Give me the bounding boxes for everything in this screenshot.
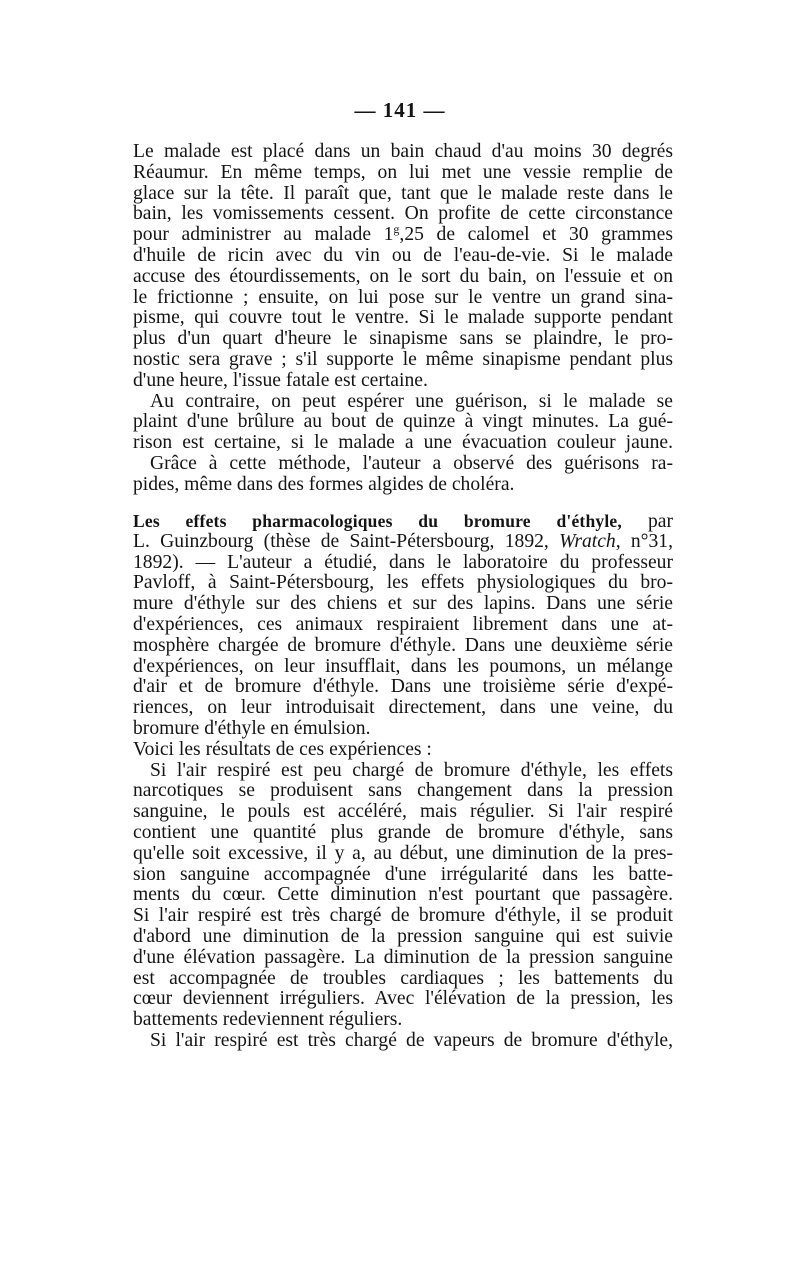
text-line: ments du cœur. Cette diminution n'est pourtant que passagère. [133,884,673,906]
section-heading-line [133,511,673,532]
text-line: nostic sera grave ; s'il supporte le même sinapisme pendant plus [133,348,673,370]
text-line: Si l'air respiré est très chargé de bromure d'éthyle, il se produit [133,905,673,927]
journal-name: Wratch [559,530,616,552]
text-line: pisme, qui couvre tout le ventre. Si le malade supporte pendant [133,307,673,329]
text-line: Grâce à cette méthode, l'auteur a observé des guérisons ra- [150,452,673,474]
text-line: d'huile de ricin avec du vin ou de l'eau-de-vie. Si le malade [133,244,673,266]
text-line: Pavloff, à Saint-Pétersbourg, les effets physiologiques du bro- [133,572,673,594]
text-fragment: L. Guinzbourg (thèse de Saint-Pétersbourg, 1892, [133,530,560,552]
text-line: bromure d'éthyle en émulsion. [133,717,371,739]
text-line: d'une élévation passagère. La diminution de la pression sanguine [133,946,673,968]
bromure-ethyle-section [133,511,673,1052]
text-line: sanguine, le pouls est accéléré, mais régulier. Si l'air respiré [133,801,673,823]
text-line: 1892). — L'auteur a étudié, dans le laboratoire du professeur [133,551,673,573]
text-fragment: , n°31, [615,530,674,552]
text-line: Au contraire, on peut espérer une guérison, si le malade se [150,390,673,412]
text-line: qu'elle soit excessive, il y a, au début, une diminution de la pres- [133,842,673,864]
text-line: d'abord une diminution de la pression sanguine qui est suivie [133,925,673,947]
text-fragment: par [621,511,673,532]
text-line [133,222,673,246]
text-line: Si l'air respiré est peu chargé de bromure d'éthyle, les effets [150,759,673,781]
text-line: glace sur la tête. Il paraît que, tant que le malade reste dans le [133,182,673,204]
text-line: bain, les vomissements cessent. On profite de cette circonstance [133,203,673,225]
text-fragment: ,25 de calomel et 30 grammes [399,224,673,246]
text-line: accuse des étourdissements, on le sort du bain, on l'essuie et on [133,265,673,287]
text-line: pides, même dans des formes algides de choléra. [133,473,515,495]
text-line: plus d'un quart d'heure le sinapisme sans se plaindre, le pro- [133,328,673,350]
cholera-treatment-text [133,142,673,496]
text-line: contient une quantité plus grande de bromure d'éthyle, sans [133,821,673,843]
page-number: — 141 — [354,98,446,122]
text-line: Si l'air respiré est très chargé de vapeurs de bromure d'éthyle, [150,1029,673,1051]
superscript-unit: g [393,222,400,237]
text-line: est accompagnée de troubles cardiaques ; les battements du [133,967,673,989]
text-line [133,532,673,553]
text-line: mosphère chargée de bromure d'éthyle. Dans une deuxième série [133,634,673,656]
text-line: Réaumur. En même temps, on lui met une vessie remplie de [133,161,673,183]
section-title: Les effets pharmacologiques du bromure d'éthyle, [133,511,622,531]
text-line: d'expériences, on leur insufflait, dans les poumons, un mélange [133,655,673,677]
text-line: rison est certaine, si le malade a une évacuation couleur jaune. [133,432,673,454]
text-line: le frictionne ; ensuite, on lui pose sur le ventre un grand sina- [133,286,673,308]
text-fragment: pour administrer au malade 1 [133,224,394,246]
text-line: battements redeviennent réguliers. [133,1009,403,1031]
text-line: Voici les résultats de ces expériences : [133,738,432,760]
text-line: d'air et de bromure d'éthyle. Dans une troisième série d'expé- [133,676,673,698]
text-line: Le malade est placé dans un bain chaud d'au moins 30 degrés [133,141,673,162]
text-line: narcotiques se produisent sans changement dans la pression [133,780,673,802]
text-line: sion sanguine accompagnée d'une irrégularité dans les batte- [133,863,673,885]
text-line: d'une heure, l'issue fatale est certaine. [133,369,428,391]
text-line: riences, on leur introduisait directement, dans une veine, du [133,697,673,719]
text-line: mure d'éthyle sur des chiens et sur des lapins. Dans une série [133,593,673,615]
text-line: plaint d'une brûlure au bout de quinze à vingt minutes. La gué- [133,411,673,433]
text-line: cœur deviennent irréguliers. Avec l'élévation de la pression, les [133,988,673,1010]
text-line: d'expériences, ces animaux respiraient librement dans une at- [133,613,673,635]
